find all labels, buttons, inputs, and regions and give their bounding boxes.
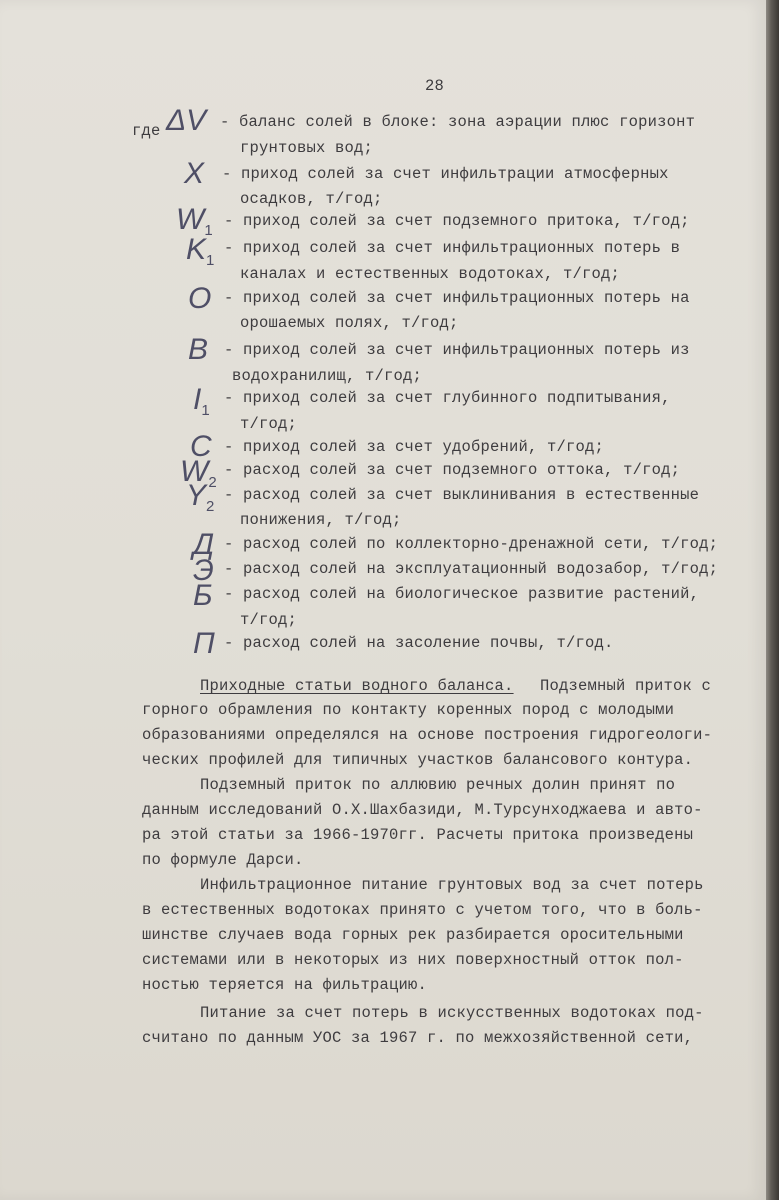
paragraph-line: ческих профилей для типичных участков балансового контура. (142, 751, 694, 769)
definition-line: - расход солей на эксплуатационный водозабор, т/год; (224, 560, 719, 578)
paragraph-line: Подземный приток с (540, 677, 712, 695)
paragraph-line: ностью теряется на фильтрацию. (142, 976, 428, 994)
definition-line: понижения, т/год; (240, 511, 402, 529)
where-label: где (132, 122, 161, 140)
paragraph-line: в естественных водотоках принято с учетом того, что в боль- (142, 901, 703, 919)
page-edge-shadow (766, 0, 779, 1200)
definition-line: - расход солей по коллекторно-дренажной сети, т/год; (224, 535, 719, 553)
symbol-e: Э (193, 554, 214, 587)
definition-line: - приход солей за счет инфильтрационных потерь на (224, 289, 690, 307)
paragraph-line: системами или в некоторых из них поверхностный отток пол- (142, 951, 684, 969)
definition-line: - приход солей за счет инфильтрационных потерь в (224, 239, 681, 257)
symbol-b: В (188, 333, 209, 366)
definition-line: водохранилищ, т/год; (232, 367, 423, 385)
definition-line: т/год; (240, 611, 298, 629)
symbol-w1: $W_1$ (176, 203, 213, 239)
definition-line: - приход солей за счет подземного притока, т/год; (224, 212, 690, 230)
paragraph-line: ра этой статьи за 1966-1970гг. Расчеты притока произведены (142, 826, 694, 844)
definition-line: - расход солей за счет подземного оттока, т/год; (224, 461, 681, 479)
definition-line: осадков, т/год; (240, 190, 383, 208)
symbol-w2: $W_2$ (180, 455, 217, 491)
symbol-c: С (190, 430, 212, 463)
definition-line: - приход солей за счет инфильтрации атмосферных (222, 165, 669, 183)
symbol-i1: $I_1$ (193, 383, 210, 419)
symbol-o: O (188, 282, 212, 315)
symbol-y2: $Y_2$ (186, 479, 215, 515)
symbol-p: П (193, 627, 215, 660)
definition-line: - баланс солей в блоке: зона аэрации плюс горизонт (220, 113, 696, 131)
symbol-x: X (184, 157, 205, 190)
paragraph-line: Питание за счет потерь в искусственных водотоках под- (200, 1004, 704, 1022)
paragraph-line: Подземный приток по аллювию речных долин принят по (200, 776, 676, 794)
definition-line: грунтовых вод; (240, 139, 374, 157)
page-number: 28 (425, 77, 445, 95)
definition-line: т/год; (240, 415, 298, 433)
symbol-d: Д (193, 528, 215, 561)
definition-line: орошаемых полях, т/год; (240, 314, 459, 332)
definition-line: каналах и естественных водотоках, т/год; (240, 265, 621, 283)
paragraph-line: Инфильтрационное питание грунтовых вод за счет потерь (200, 876, 704, 894)
definition-line: - приход солей за счет глубинного подпитывания, (224, 389, 671, 407)
definition-line: - приход солей за счет инфильтрационных потерь из (224, 341, 690, 359)
symbol-b-soft: Б (193, 579, 213, 612)
paragraph-line: шинстве случаев вода горных рек разбирается оросительными (142, 926, 684, 944)
symbol-k1: $K_1$ (186, 233, 215, 269)
paragraph-line: считано по данным УОС за 1967 г. по межхозяйственной сети, (142, 1029, 694, 1047)
symbol-delta-v: ΔV (166, 104, 207, 137)
paragraph-line: горного обрамления по контакту коренных пород с молодыми (142, 701, 675, 719)
paragraph-line: образованиями определялся на основе построения гидрогеологи- (142, 726, 713, 744)
definition-line: - расход солей на биологическое развитие растений, (224, 585, 700, 603)
definition-line: - приход солей за счет удобрений, т/год; (224, 438, 605, 456)
section-heading: Приходные статьи водного баланса. (200, 677, 514, 695)
paragraph-line: данным исследований О.Х.Шахбазиди, М.Турсунходжаева и авто- (142, 801, 703, 819)
definition-line: - расход солей за счет выклинивания в естественные (224, 486, 700, 504)
paragraph-line: по формуле Дарси. (142, 851, 304, 869)
definition-line: - расход солей на засоление почвы, т/год. (224, 634, 614, 652)
